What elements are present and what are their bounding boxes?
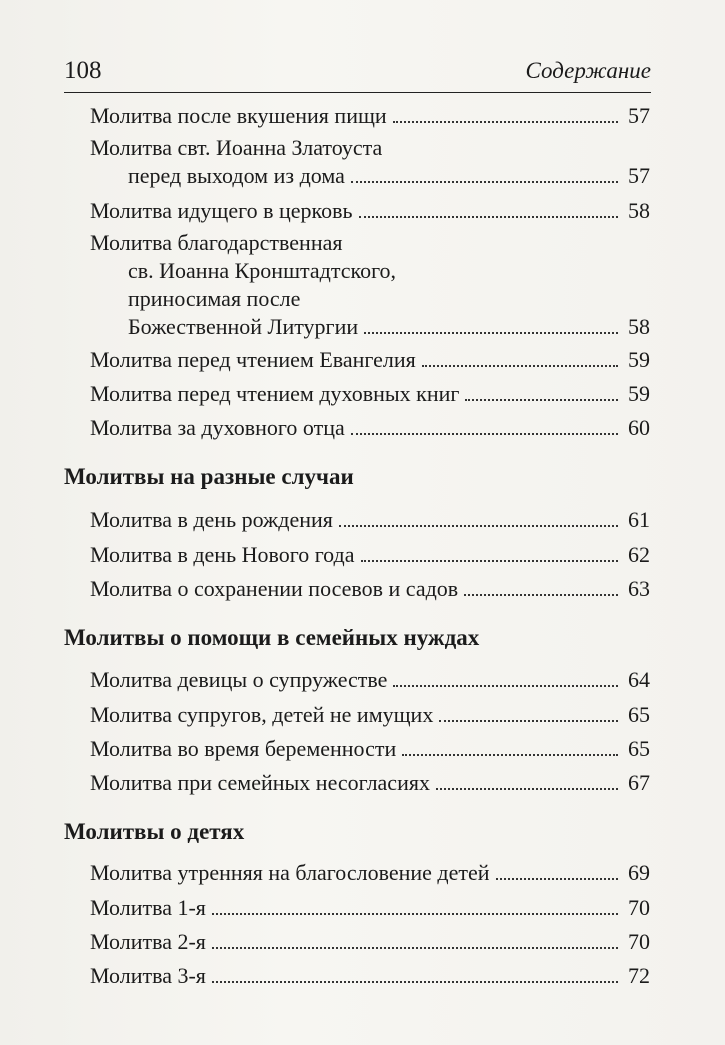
toc-entry[interactable] — [90, 928, 650, 956]
toc-entry-title: Молитва свт. Иоанна Златоуста — [90, 135, 383, 160]
dot-leader — [361, 560, 618, 562]
dot-leader — [212, 947, 618, 949]
dot-leader — [496, 878, 618, 880]
section-heading: Молитвы о помощи в семейных нуждах — [64, 625, 480, 650]
running-title: Содержание — [525, 58, 651, 83]
dot-leader — [464, 594, 618, 596]
toc-entry-title-continued: Божественной Литургии — [128, 314, 359, 339]
toc-entry-title: Молитва 1-я — [90, 895, 206, 920]
toc-entry-title-continued: св. Иоанна Кронштадтского, — [128, 258, 397, 283]
toc-page-number: 70 — [628, 929, 650, 954]
toc-page-number: 60 — [628, 415, 650, 440]
section-heading: Молитвы о детях — [64, 819, 245, 844]
toc-entry-title: Молитва после вкушения пищи — [90, 103, 387, 128]
toc-page-number: 69 — [628, 860, 650, 885]
toc-entry-title: Молитва утренняя на благословение детей — [90, 860, 490, 885]
dot-leader — [359, 216, 618, 218]
toc-page-number: 58 — [628, 198, 650, 223]
page-number: 108 — [64, 57, 102, 84]
dot-leader — [393, 121, 618, 123]
dot-leader — [465, 399, 618, 401]
toc-entry-title: Молитва в день Нового года — [90, 542, 355, 567]
dot-leader — [212, 913, 618, 915]
dot-leader — [351, 433, 618, 435]
toc-entry-title: Молитва супругов, детей не имущих — [90, 702, 434, 727]
toc-entry[interactable] — [90, 859, 650, 887]
toc-entry[interactable] — [90, 197, 650, 225]
toc-entry-title: Молитва за духовного отца — [90, 415, 345, 440]
toc-entry[interactable] — [90, 134, 650, 190]
toc-entry-title: Молитва 2-я — [90, 929, 206, 954]
toc-page-number: 62 — [628, 542, 650, 567]
toc-entry[interactable] — [90, 346, 650, 374]
dot-leader — [422, 365, 618, 367]
toc-entry-title: Молитва в день рождения — [90, 507, 333, 532]
toc-entry[interactable] — [90, 575, 650, 603]
dot-leader — [351, 181, 618, 183]
toc-entry[interactable] — [90, 962, 650, 990]
toc-entry[interactable] — [90, 735, 650, 763]
toc-entry[interactable] — [90, 541, 650, 569]
dot-leader — [393, 685, 618, 687]
toc-entry-title: Молитва девицы о супружестве — [90, 667, 388, 692]
toc-page-number: 61 — [628, 507, 650, 532]
toc-entry-title: Молитва благодарственная — [90, 230, 343, 255]
toc-entry-title: Молитва о сохранении посевов и садов — [90, 576, 459, 601]
dot-leader — [364, 332, 618, 334]
dot-leader — [212, 981, 618, 983]
toc-page-number: 63 — [628, 576, 650, 601]
toc-entry[interactable] — [90, 666, 650, 694]
toc-entry-title: Молитва при семейных несогласиях — [90, 770, 430, 795]
toc-page-number: 65 — [628, 736, 650, 761]
toc-page-number: 57 — [628, 163, 650, 188]
toc-entry-title: Молитва идущего в церковь — [90, 198, 353, 223]
dot-leader — [436, 788, 618, 790]
toc-entry-title-continued: приносимая после — [128, 286, 301, 311]
toc-entry-title: Молитва перед чтением духовных книг — [90, 381, 460, 406]
toc-page-number: 72 — [628, 963, 650, 988]
dot-leader — [339, 525, 618, 527]
toc-entry[interactable] — [90, 102, 650, 130]
toc-entry[interactable] — [90, 506, 650, 534]
toc-entry[interactable] — [90, 229, 650, 341]
toc-entry-title: Молитва во время беременности — [90, 736, 397, 761]
toc-page-number: 59 — [628, 347, 650, 372]
toc-page-number: 64 — [628, 667, 650, 692]
toc-page-number: 59 — [628, 381, 650, 406]
toc-page-number: 57 — [628, 103, 650, 128]
dot-leader — [402, 754, 618, 756]
toc-page-number: 67 — [628, 770, 650, 795]
dot-leader — [439, 720, 618, 722]
toc-page-number: 70 — [628, 895, 650, 920]
toc-entry[interactable] — [90, 414, 650, 442]
toc-page-number: 58 — [628, 314, 650, 339]
toc-entry[interactable] — [90, 701, 650, 729]
toc-entry-title: Молитва перед чтением Евангелия — [90, 347, 416, 372]
toc-entry[interactable] — [90, 380, 650, 408]
toc-entry[interactable] — [90, 894, 650, 922]
toc-page-number: 65 — [628, 702, 650, 727]
toc-entry-title: Молитва 3-я — [90, 963, 206, 988]
section-heading: Молитвы на разные случаи — [64, 464, 354, 489]
toc-entry[interactable] — [90, 769, 650, 797]
toc-entry-title-continued: перед выходом из дома — [128, 163, 345, 188]
